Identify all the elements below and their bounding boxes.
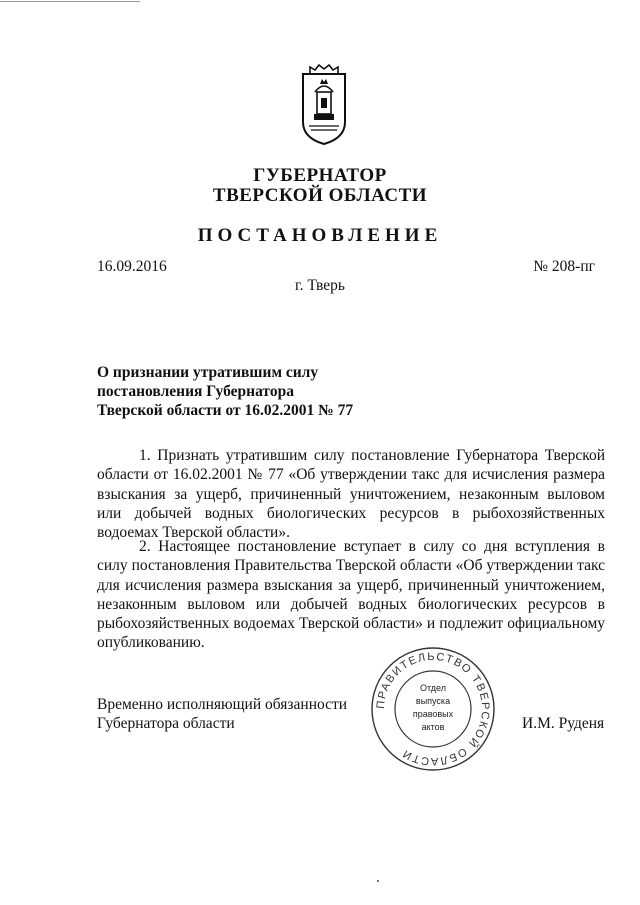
stamp-ring-text: ПРАВИТЕЛЬСТВО ТВЕРСКОЙ ОБЛАСТИ — [374, 650, 492, 768]
document-city: г. Тверь — [295, 277, 345, 294]
tver-coat-of-arms-icon — [300, 64, 348, 146]
signatory-position-line2: Губернатора области — [97, 715, 235, 732]
subject-line1: О признании утратившим силу — [97, 364, 319, 381]
signatory-position-line1: Временно исполняющий обязанности — [97, 696, 348, 713]
body-paragraph-1: 1. Признать утратившим силу постановление Губернатора Тверской области от 16.02.2001 № 77 «Об утверждении такс для исчисления размера взыскания за ущерб, причиненный уничтожением, незаконным выловом или добычей водных биологических ресурсов в рыбохозяйственных водоемах Тверской области». — [97, 447, 605, 542]
page-title-line1: ГУБЕРНАТОР — [253, 165, 387, 186]
document-date: 16.09.2016 — [97, 258, 167, 275]
scan-speck — [377, 880, 379, 882]
page-title-line2: ТВЕРСКОЙ ОБЛАСТИ — [212, 185, 428, 206]
stamp-line1: Отдел — [419, 683, 447, 693]
official-stamp-icon — [369, 645, 497, 773]
stamp-line4: актов — [421, 722, 445, 732]
subject-line3: Тверской области от 16.02.2001 № 77 — [97, 402, 354, 419]
subject-line2: постановления Губернатора — [97, 383, 294, 400]
document-number: № 208-пг — [533, 258, 595, 275]
scan-edge-line — [0, 1, 140, 2]
document-type: ПОСТАНОВЛЕНИЕ — [197, 225, 443, 246]
stamp-line3: правовых — [412, 709, 454, 719]
signatory-name: И.М. Руденя — [522, 715, 605, 732]
stamp-line2: выпуска — [415, 696, 451, 706]
body-paragraph-2: 2. Настоящее постановление вступает в силу со дня вступления в силу постановления Правительства Тверской области «Об утверждении такс для исчисления размера взыскания за ущерб, причиненный уничтожением, незаконным выловом или добычей водных биологических ресурсов в рыбохозяйственных водоемах Тверской области» и подлежит официальному опубликованию. — [97, 538, 605, 652]
